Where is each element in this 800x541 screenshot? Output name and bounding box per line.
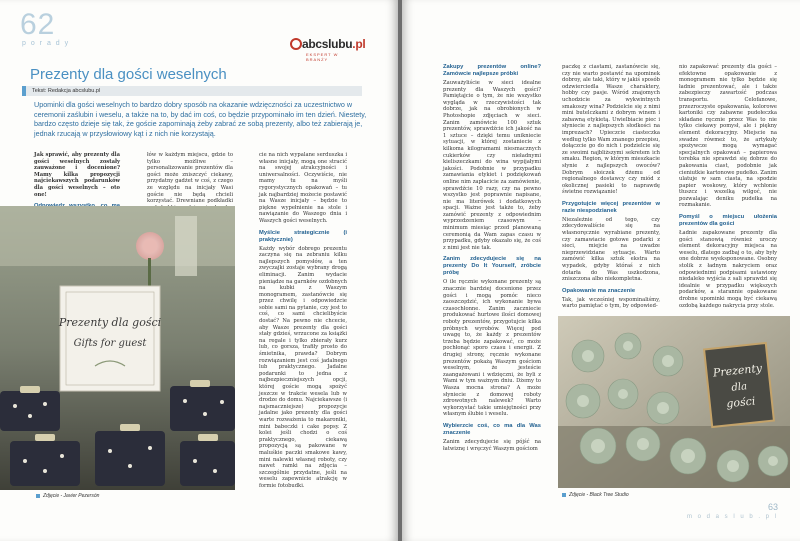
paragraph: łów w każdym miejscu, gdzie to tylko możliwe – personalizowanie prezentów dla gości może zniszczyć ciekawy, przydatny gadżet w coś, z czego ze względu na inicjały Wasi goście nie będą chcieli korzystać. Drewniane podkładki bbox=[147, 152, 233, 205]
paragraph: Każdy wybór dobrego prezentu zaczyna się na zebraniu kilku najlepszych pomysłów, a ten zwyczajki zostaje wybrany drogą eliminacji. Zanim wydacie pieniądze na garnków ozdobnych na kubki z Waszym monogramem, zastanówcie się przez chwilę i odpowiedzcie sobie sami na pytanie, czy jest to coś, co sami chcielibyście dostać? Na pewno nie chcecie, aby Wasze prezenty dla gości stały gdzieś, wrzucone za książki na regale i tylko zbierały kurz lub, co gorsza, trafiły prosto do śmietnika, prawda? Dobrym rozwiązaniem jest coś jadalnego lub praktycznego. Jadalne podarunki to jedna z najbezpieczniejszych opcji, której goście mogą spożyć jeszcze w trakcie wesela lub w drodze do domu. Najciekawsze (i najsmaczniejsze) propozycje jadalne jako prezenty dla gości warte rozważenia to makaroniki, mini babeczki i cake popsy. Z kolei jeśli chodzi o coś praktycznego, ciekawą propozycją są pakowane w maluśkie paczki smakowe kawy, mini nalewki własnej roboty, czy nawet ramki na zdjęcia – szczególnie przydatne, jeśli na weselu zapewnicie atrakcję w formie fotobudki. bbox=[259, 245, 347, 489]
caption-marker-icon bbox=[562, 493, 566, 497]
sign-text-1: Prezenty bbox=[712, 361, 763, 380]
logo-text: abcslubu.pl bbox=[302, 37, 366, 51]
photo-succulents bbox=[558, 316, 790, 488]
sign-text-1: Prezenty dla gości bbox=[58, 316, 162, 329]
footer-site: m o d a s l u b . p l bbox=[686, 514, 778, 520]
photo-favors-table bbox=[0, 206, 235, 490]
section-heading: Opakowanie ma znaczenie bbox=[562, 287, 636, 294]
article-lead: Upominki dla gości weselnych to bardzo dobry sposób na okazanie wdzięczności za uczestnictwo w ceremonii zaślubin i weselu, a także na to, by dać im coś, co będzie przypominało im ten dzień. Niestety, bardzo często dzieje się tak, że goście zapominają żeby zabrać ze sobą prezenty, albo też zabierają je, jednak rzucają w przysłowiowy kąt i z nich nie korzystają. bbox=[34, 100, 367, 138]
sign-text-2: dla bbox=[730, 381, 748, 394]
section-heading: Zanim zdecydujecie się na prezenty Do It Yourself, zróbcie próbę bbox=[443, 256, 541, 277]
right-column-2 bbox=[562, 64, 660, 310]
photo-caption-left: Zdjęcie - Javier Pezersón bbox=[36, 493, 99, 499]
section-heading: Przygotujcie więcej prezentów w razie niespodzianek bbox=[562, 200, 660, 214]
right-page bbox=[402, 0, 800, 541]
right-column-3 bbox=[679, 64, 777, 309]
section-heading: Myślcie strategicznie (i praktycznie) bbox=[259, 229, 347, 243]
article-title: Prezenty dla gości weselnych bbox=[30, 66, 227, 83]
sign-text-2: Gifts for guest bbox=[73, 338, 147, 349]
paragraph: Niezależnie od tego, czy zdecydowaliście się na własnoręcznie wyrabiane prezenty, czy zamawiacie gotowe podarki z sieci, miejcie na uwadze nieprzewidziane sytuacje. Warto zamówić kilka sztuk ekstra na wypadek, gdyby któraś z nich dotarła do Was uszkodzona, zniszczona albo niekompletna. bbox=[562, 216, 660, 283]
section-heading: Zakupy prezentów online? Zamówcie najlepsze próbki bbox=[443, 64, 541, 77]
logo-tagline: EKSPERT W BRANŻY bbox=[306, 52, 339, 62]
right-column-1 bbox=[443, 64, 541, 452]
brand-logo bbox=[288, 35, 366, 62]
page-number-left: 62 bbox=[20, 8, 56, 41]
paragraph: paczkę z ciastami, zastanówcie się, czy nie warto postawić na upominek dobroy, ale taki, który w jakiś sposób odzwierciedla Wasze charaktery, hobby czy pasje. Wśród znajomych uchodzicie za wykwintnych smakoszy wina? Podzielcie się z nimi mini butelczkami z dobrym winem i zabawną etykietą. Uwielbiacie piec i słyniecie z najlepszych słodkości na imprezach? Upieczcie ciasteczka według tylko Wam znanego przepisu, dołączcie go do nich i podzielcie się ze swoimi najbliższymi sekretem ich smaku. Region, w którym mieszkacie słynie z najlepszych owoców? Dobrym słoiczek dżemu od regionalnego dostawcy czy miód z okolicznej pasieki to naprawdę świetne rozwiązanie! bbox=[562, 64, 660, 196]
left-page bbox=[0, 0, 398, 541]
intro-paragraph: Jak sprawić, aby prezenty dla gości weselnych zostały zauważone i docenione? Mamy kilka propozycji najciekawszych podarunków dla gości weselnych – oto one! bbox=[34, 152, 120, 198]
page-number-right: 63 bbox=[767, 502, 778, 512]
caption-marker-icon bbox=[36, 494, 40, 498]
paragraph: Zanim zdecydujecie się pójść na łatwiznę i wręczyć Waszym gościom bbox=[443, 438, 541, 452]
paragraph: cie na nich wypalane serduszka i własne inicjały, mogą one stracić na swojej atrakcyjności i uniwersalności. Oczywiście, nie mamy tu na myśli rygorystycznych opakowań – tu jak najbardziej możecie postawić na Wasze inicjały – będzie to piękne wypełnienie na stole i nawiązanie do Waszego dnia i Waszych gości weselnych. bbox=[259, 152, 347, 224]
ring-icon bbox=[290, 38, 302, 50]
sign-text-3: gości bbox=[725, 394, 756, 411]
section-label: p o r a d y bbox=[22, 40, 70, 47]
section-heading: Pomyśl o miejscu ułożenia prezentów dla gości bbox=[679, 214, 777, 228]
paragraph: Ładnie zapakowane prezenty dla gości stanowią również uroczy element dekoracyjny miejsca na weselu, dlatego zadbaj o to, aby były one dobrze wyeksponowane. Osobny stolik z ładnym nakryciem oraz odpowiednimi podpisami ustawiony niedaleko wyjścia z sali sprawdzi się idealnie w przypadku większych podarków, a starannie opakowane drobne upominki mogą być ciekawą ozdobą każdego nakrycia przy stole. bbox=[679, 230, 777, 309]
paragraph: O ile ręcznie wykonane prezenty są znacznie bardziej docenione przez gości i mogą pomóc nieco zaoszczędzić, ich wykonanie bywa czasochłonne. Zanim zaczniecie produkować hurtowe ilości domowej roboty prezentów, przygotujcie kilka próbnych wyrobów. Więcej pod uwagę to, że każdy z prezentów trzeba będzie zapakować, co może pochłonąć sporo czasu i energii. Z drugiej strony, ręcznie wykonane prezentów pokażą Waszym gościom weselnym, że jesteście zaangażowani i wdzięczni, że byli z Wami w tym ważnym dniu. Dżemy to Wasza mocna strona? A może słyniecie z domowej roboty zdrowotnych nalewek? Warto wykorzystać takie umiejętności przy własnym ślubie i weselu. bbox=[443, 279, 541, 418]
favors-photo-illustration bbox=[0, 206, 235, 490]
section-heading: Wybierzcie coś, co ma dla Was znaczenie bbox=[443, 422, 541, 436]
paragraph: nio zapakować prezenty dla gości – efektowne opakowanie z monogramem nie tylko będzie się ładnie prezentować, ale i także zabezpieczy zawartość podczas transportu. Celofanowe, przezroczyste opakowania, kolorowe kartoniki czy zabawne pudełeczka składane ręcznie przez Was to nie tylko ciekawy pomysł, ale i piękny element dekoracyjny. Miejscie na swadze rówmeż to, że artykuły spożywcze mogą wymagać specjalnych opakowań – papierowa torebka nie sprawdzi się dobrze do pakowania ciast, podobnie jak cieniutkie kartonowe pudełko. Zanim ulatuje w sam ciasta, na spodzie papier woskowy, który wchłonie tłuszcz i wszelką wilgoć, nie pozwalając deniku pudełka na rozmakanie. bbox=[679, 64, 777, 209]
succulents-photo-illustration bbox=[558, 316, 790, 488]
article-credit: Tekst: Redakcja abcslubu.pl bbox=[32, 88, 101, 94]
photo-caption-right: Zdjęcie - Black Tree Studio bbox=[562, 492, 629, 498]
left-column-3 bbox=[259, 152, 347, 490]
paragraph: Tak, jak wcześniej wspominaliśmy, warto pamiętać o tym, by odpowied- bbox=[562, 296, 660, 310]
paragraph: Zauważyliście w sieci idealne prezenty dla Waszych gości? Pamiętajcie o tym, że nie wszystko wygląda w rzeczywistości tak dobrze, jak na obrobionych w Photoshopie zdjęciach w sieci. Zanim zamówicie 100 sztuk prezentów, sprawdźcie ich jakość na 1 sztuce – dzięki temu unikniecie sytuacji, w której zostaniecie z kilkoma kilogramami niesmacznych cukierków czy nieładnymi kieliszeczkami do wina wypijałymi jakości. Podobnie w przypadku zamawiania etykiet i podziękowań online nim zapłacicie za zamówienie, sprawdźcie 10 razy, czy na pewno wszystko jest poprawnie napisane, nie ma literówek i dodatkowych spacji. Ważne jest także to, żeby zamówić prezenty z odpowiednim wyprzedzeniem czasowym – minimum miesiąc przed planowaną ceremonią da Wam zapas czasu w przypadku, gdyby okazało się, że coś z nimi jest nie tak. bbox=[443, 80, 541, 251]
